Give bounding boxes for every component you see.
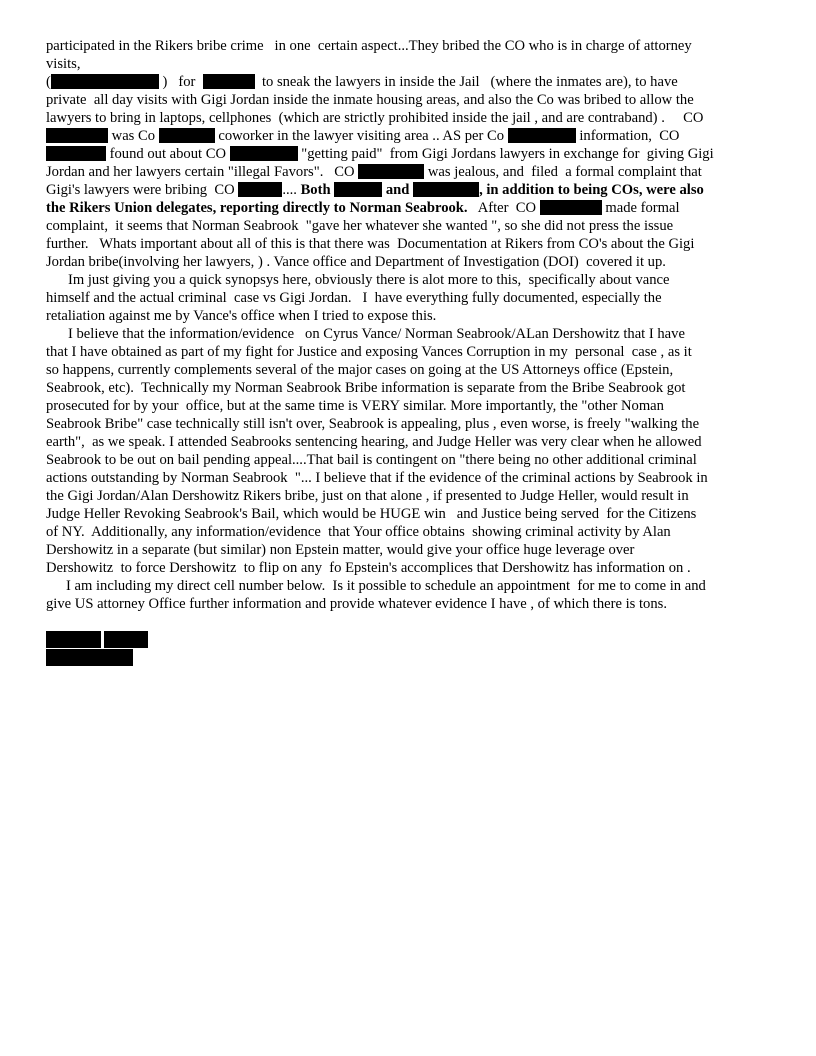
text-line	[46, 127, 776, 145]
redaction-box	[46, 128, 108, 143]
text-line	[46, 433, 776, 451]
text-line	[46, 307, 776, 325]
text-line	[46, 163, 776, 181]
text-segment: After CO	[467, 200, 540, 216]
text-segment: Dershowitz in a separate (but similar) non Epstein matter, would give your office huge leverage over	[46, 542, 635, 558]
text-segment: complaint, it seems that Norman Seabrook "gave her whatever she wanted ", so she did not press the issue	[46, 218, 674, 234]
text-segment: was Co	[108, 128, 159, 144]
text-segment: Gigi's lawyers were bribing CO	[46, 182, 239, 198]
text-line	[46, 73, 776, 91]
text-line	[46, 325, 776, 343]
text-segment: lawyers to bring in laptops, cellphones (which are strictly prohibited inside the jail , and are contraband) . CO	[46, 110, 704, 126]
text-line	[46, 559, 776, 577]
text-segment: Im just giving you a quick synopsys here, obviously there is alot more to this, specifically about vance	[68, 272, 670, 288]
text-line	[46, 91, 776, 109]
text-line	[46, 145, 776, 163]
text-segment: ) for	[158, 74, 203, 90]
text-line	[46, 595, 776, 613]
text-segment: so happens, currently complements several of the major cases on going at the US Attorneys office (Epstein,	[46, 362, 674, 378]
text-segment: information, CO	[575, 128, 680, 144]
text-line	[46, 451, 776, 469]
text-segment: private all day visits with Gigi Jordan inside the inmate housing areas, and also the Co was bribed to allow the	[46, 92, 694, 108]
redacted-signature-surname	[104, 631, 148, 648]
redacted-signature-contact	[46, 649, 133, 666]
text-segment: the Rikers Union delegates, reporting directly to Norman Seabrook.	[46, 200, 468, 216]
redaction-box	[230, 146, 298, 161]
text-segment: Seabrook, etc). Technically my Norman Seabrook Bribe information is separate from the Bribe Seabrook got	[46, 380, 686, 396]
text-segment: Jordan and her lawyers certain "illegal Favors". CO	[46, 164, 359, 180]
text-line	[46, 523, 776, 541]
text-segment: Judge Heller Revoking Seabrook's Bail, which would be HUGE win and Justice being served for the Citizens	[46, 506, 697, 522]
text-segment: and	[382, 182, 414, 198]
text-segment: Seabrook to be out on bail pending appeal....That bail is contingent on "there being no other additional criminal	[46, 452, 697, 468]
text-line	[46, 361, 776, 379]
text-line	[46, 253, 776, 271]
text-segment: retaliation against me by Vance's office when I tried to expose this.	[46, 308, 437, 324]
text-line	[46, 55, 776, 73]
text-line	[46, 109, 776, 127]
text-line	[46, 541, 776, 559]
text-line	[46, 37, 776, 55]
text-segment: I am including my direct cell number below. Is it possible to schedule an appointment for me to come in and	[66, 578, 706, 594]
redaction-box	[508, 128, 576, 143]
text-segment: Jordan bribe(involving her lawyers, ) . Vance office and Department of Investigation (DOI) covered it up.	[46, 254, 666, 270]
redaction-box	[540, 200, 602, 215]
text-segment: actions outstanding by Norman Seabrook "... I believe that if the evidence of the criminal actions by Seabrook in	[46, 470, 708, 486]
text-segment: Seabrook Bribe" case technically still isn't over, Seabrook is appealing, plus , even worse, is freely "walking the	[46, 416, 700, 432]
text-segment: Dershowitz to force Dershowitz to flip on any fo Epstein's accomplices that Dershowitz has information on .	[46, 560, 691, 576]
text-line	[46, 577, 776, 595]
text-segment: earth", as we speak. I attended Seabrooks sentencing hearing, and Judge Heller was very clear when he allowed	[46, 434, 702, 450]
redaction-box	[358, 164, 424, 179]
text-line	[46, 469, 776, 487]
text-segment: (	[46, 74, 51, 90]
text-segment: Both	[300, 182, 335, 198]
letter-body	[46, 37, 776, 613]
text-segment: the Gigi Jordan/Alan Dershowitz Rikers bribe, just on that alone , if presented to Judge Heller, would result in	[46, 488, 689, 504]
text-line	[46, 397, 776, 415]
text-line	[46, 271, 776, 289]
redaction-box	[238, 182, 282, 197]
text-line	[46, 181, 776, 199]
text-segment: made formal	[601, 200, 680, 216]
text-line	[46, 415, 776, 433]
text-segment: I believe that the information/evidence on Cyrus Vance/ Norman Seabrook/ALan Dershowitz that I have	[68, 326, 685, 342]
redaction-box	[203, 74, 255, 89]
redaction-box	[51, 74, 159, 89]
text-segment: that I have obtained as part of my fight for Justice and exposing Vances Corruption in my personal case , as it	[46, 344, 692, 360]
text-segment: further. Whats important about all of this is that there was Documentation at Rikers from CO's about the Gigi	[46, 236, 695, 252]
text-segment: participated in the Rikers bribe crime in one certain aspect...They bribed the CO who is in charge of attorney	[46, 38, 692, 54]
redaction-box	[413, 182, 479, 197]
text-segment: prosecuted for by your office, but at the same time is VERY similar. More importantly, the "other Noman	[46, 398, 664, 414]
text-line	[46, 289, 776, 307]
text-segment: himself and the actual criminal case vs Gigi Jordan. I have everything fully documented, especially the	[46, 290, 662, 306]
redacted-signature-name	[46, 631, 101, 648]
text-segment: "getting paid" from Gigi Jordans lawyers in exchange for giving Gigi	[297, 146, 714, 162]
text-line	[46, 343, 776, 361]
text-segment: ....	[282, 182, 301, 198]
text-line	[46, 199, 776, 217]
text-segment: found out about CO	[106, 146, 230, 162]
text-line	[46, 505, 776, 523]
text-segment: to sneak the lawyers in inside the Jail (where the inmates are), to have	[254, 74, 678, 90]
text-segment: was jealous, and filed a formal complaint that	[424, 164, 702, 180]
text-segment: visits,	[46, 56, 81, 72]
redaction-box	[334, 182, 382, 197]
text-line	[46, 235, 776, 253]
text-segment: coworker in the lawyer visiting area .. AS per Co	[214, 128, 508, 144]
text-segment: , in addition to being COs, were also	[479, 182, 704, 198]
text-segment: give US attorney Office further information and provide whatever evidence I have , of which there is tons.	[46, 596, 667, 612]
redaction-box	[159, 128, 215, 143]
text-line	[46, 379, 776, 397]
text-segment: of NY. Additionally, any information/evidence that Your office obtains showing criminal activity by Alan	[46, 524, 671, 540]
redaction-box	[46, 146, 106, 161]
text-line	[46, 217, 776, 235]
text-line	[46, 487, 776, 505]
